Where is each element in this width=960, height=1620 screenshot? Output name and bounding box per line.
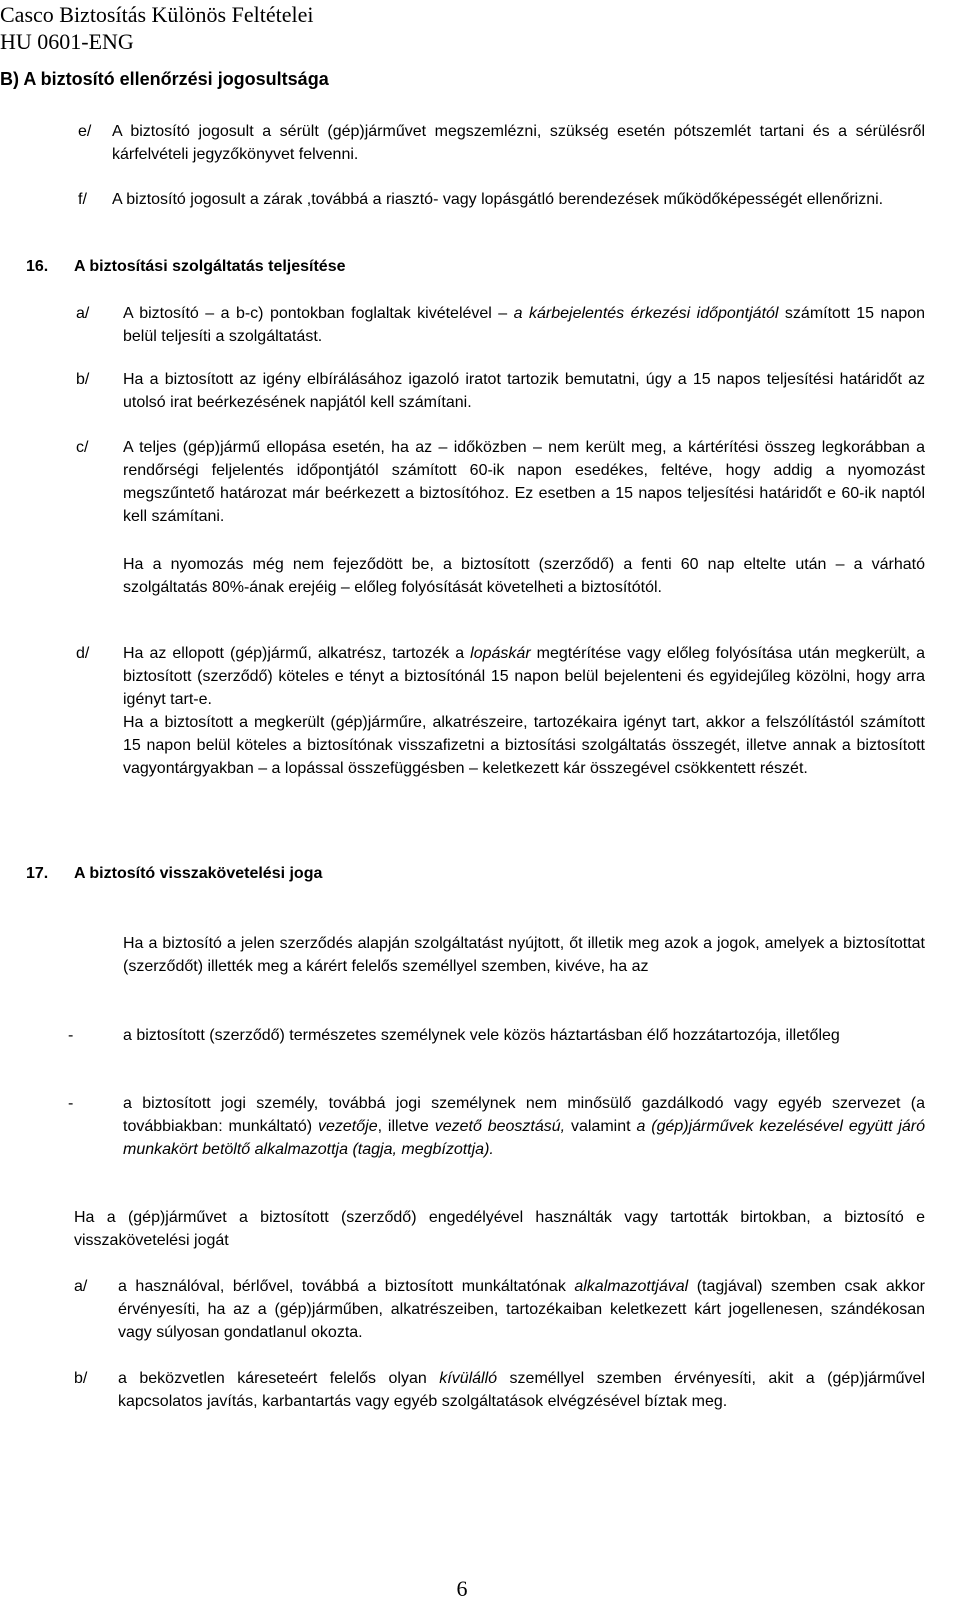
item-17a-marker: a/: [74, 1278, 88, 1295]
section-17-number: 17.: [26, 865, 49, 882]
item-16a-text: A biztosító – a b-c) pontokban foglaltak kivételével – a kárbejelentés érkezési időpontjától számított 15 napon belül teljesíti a szolgáltatást.: [123, 305, 926, 345]
item-f-marker: f/: [78, 191, 87, 208]
section-17-paragraph-2: Ha a (gép)járművet a biztosított (szerződő) engedélyével használták vagy tartották birtokban, a biztosító e visszakövetelési jogát: [74, 1209, 925, 1249]
item-16d-text: Ha az ellopott (gép)jármű, alkatrész, tartozék a lopáskár megtérítése vagy előleg folyósítása után megkerült, a biztosított (szerződő) köteles e tényt a biztosítónál 15 napon belül bejelenteni és egyidejűleg közölni, hogy arra igényt tart-e. Ha a biztosított a megkerült (gép)járműre, alkatrészeire, tartozékaira igényt tart, akkor a felszólítástól számított 15 napon belül köteles a biztosítónak visszafizetni a biztosítási szolgáltatás összegét, illetve annak a biztosított vagyontárgyakban – a lopással összefüggésben – keletkezett kár összegével csökkentett részét.: [123, 642, 925, 780]
item-16b-text: Ha a biztosított az igény elbírálásához igazoló iratot tartozik bemutatni, úgy a 15 napos teljesítési határidőt az utolsó irat beérkezésének napjától kell számítani.: [123, 371, 925, 411]
item-17a-text: a használóval, bérlővel, továbbá a biztosított munkáltatónak alkalmazottjával (tagjával) szemben csak akkor érvényesíti, ha az a (gép)járműben, alkatrészeiben, tartozékaiban keletkezett kárt jogellenesen, szándékosan vagy súlyosan gondatlanul okozta.: [118, 1278, 926, 1341]
list-item-household-member: a biztosított (szerződő) természetes személynek vele közös háztartásban élő hozzátartozója, illetőleg: [123, 1027, 840, 1044]
list-item-dash-marker: -: [68, 1027, 74, 1044]
document-header-title: Casco Biztosítás Különös Feltételei: [0, 2, 314, 27]
item-16d-text-second: Ha a biztosított a megkerült (gép)járműre, alkatrészeire, tartozékaira igényt tart, akkor a felszólítástól számított 15 napon belül köteles a biztosítónak visszafizetni a biztosítási szolgáltatás összegét, illetve annak a biztosított vagyontárgyakban – a lopással összefüggésben – keletkezett kár összegével csökkentett részét.: [123, 714, 925, 777]
item-16c-text: A teljes (gép)jármű ellopása esetén, ha az – időközben – nem került meg, a kártérítési összeg legkorábban a rendőrségi feljelentés időpontjától számított 60-ik napon esedékes, feltéve, hogy addig a nyomozást megszűntető határozat már beérkezett a biztosítóhoz. Ez esetben a 15 napos teljesítési határidőt e 60-ik naptól kell számítani.: [123, 439, 925, 525]
item-16c-marker: c/: [76, 439, 89, 456]
section-16-number: 16.: [26, 258, 49, 275]
item-f-text: A biztosító jogosult a zárak ,továbbá a riasztó- vagy lopásgátló berendezések működőképességét ellenőrizni.: [112, 191, 884, 208]
item-e-marker: e/: [78, 123, 92, 140]
item-e-text: A biztosító jogosult a sérült (gép)járművet megszemlézni, szükség esetén pótszemlét tartani és a sérülésről kárfelvételi jegyzőkönyvet felvenni.: [112, 123, 925, 163]
item-17b-text: a beközvetlen káreseteért felelős olyan kívülálló személlyel szemben érvényesíti, akit a (gép)járművel kapcsolatos javítás, karbantartás vagy egyéb szolgáltatások elvégzésével bíztak meg.: [118, 1370, 925, 1410]
document-header-code: HU 0601-ENG: [0, 29, 134, 54]
list-item-dash-marker: -: [68, 1095, 74, 1112]
page-number: 6: [456, 1576, 468, 1601]
section-16-title: A biztosítási szolgáltatás teljesítése: [74, 258, 346, 275]
item-16b-marker: b/: [76, 371, 90, 388]
section-17-intro: Ha a biztosító a jelen szerződés alapján szolgáltatást nyújtott, őt illetik meg azok a jogok, amelyek a biztosítottat (szerződőt) illették meg a kárért felelős személlyel szemben, kivéve, ha az: [123, 935, 925, 975]
item-17b-marker: b/: [74, 1370, 88, 1387]
section-17-title: A biztosító visszakövetelési joga: [74, 865, 323, 882]
item-16a-marker: a/: [76, 305, 90, 322]
item-16d-marker: d/: [76, 645, 90, 662]
section-b-title: B) A biztosító ellenőrzési jogosultsága: [0, 69, 329, 89]
item-16c-text-advance: Ha a nyomozás még nem fejeződött be, a biztosított (szerződő) a fenti 60 nap eltelte után – a várható szolgáltatás 80%-ának erejéig – előleg folyósítását követelheti a biztosítótól.: [123, 556, 925, 596]
list-item-legal-person: a biztosított jogi személy, továbbá jogi személynek nem minősülő gazdálkodó vagy egyéb szervezet (a továbbiakban: munkáltató) vezetője, illetve vezető beosztású, valamint a (gép)járművek kezelésével együtt járó munkakört betöltő alkalmazottja (tagja, megbízottja).: [123, 1095, 926, 1158]
